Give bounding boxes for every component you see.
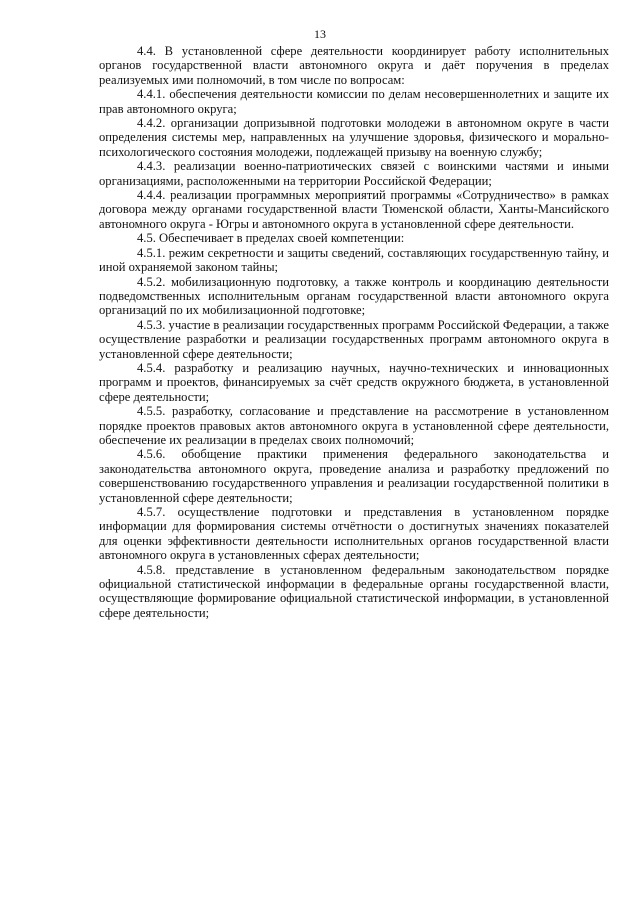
paragraph-4-5-1: 4.5.1. режим секретности и защиты сведений, составляющих государственную тайну, и иной охраняемой законом тайны; [99,245,609,275]
paragraph-4-5: 4.5. Обеспечивает в пределах своей компетенции: [137,231,405,246]
paragraph-4-5-2: 4.5.2. мобилизационную подготовку, а также контроль и координацию деятельности подведомственных исполнительным органам государственной власти автономного округа организаций по их мобилизационной подготовке; [99,274,609,318]
paragraph-4-4: 4.4. В установленной сфере деятельности координирует работу исполнительных органов государственной власти автономного округа и даёт поручения в пределах реализуемых ими полномочий, в том числе по вопросам: [99,44,609,87]
document-body [99,44,609,620]
paragraph-4-4-4: 4.4.4. реализации программных мероприятий программы «Сотрудничество» в рамках договора между органами государственной власти Тюменской области, Ханты-Мансийского автономного округа - Югры и автономного округа в установленной сфере деятельности. [99,188,609,231]
paragraph-4-5-4: 4.5.4. разработку и реализацию научных, научно-технических и инновационных программ и проектов, финансируемых за счёт средств окружного бюджета, в установленной сфере деятельности; [99,360,609,404]
paragraph-4-5-8: 4.5.8. представление в установленном федеральным законодательством порядке официальной статистической информации в федеральные органы государственной власти, осуществляющие формирование официальной статистической информации, в установленной сфере деятельности; [99,562,609,620]
paragraph-4-5-6: 4.5.6. обобщение практики применения федерального законодательства и законодательства автономного округа, проведение анализа и разработку предложений по совершенствованию государственного управления и реализации государственной политики в установленной сфере деятельности; [99,447,609,505]
paragraph-4-5-7: 4.5.7. осуществление подготовки и представления в установленном порядке информации для формирования системы отчётности о достигнутых значениях показателей для оценки эффективности деятельности исполнительных органов государственной власти автономного округа в установленных сферах деятельности; [99,505,609,563]
paragraph-4-5-3: 4.5.3. участие в реализации государственных программ Российской Федерации, а также осуществление разработки и реализации государственных программ автономного округа в установленной сфере деятельности; [99,317,609,361]
paragraph-4-5-5: 4.5.5. разработку, согласование и представление на рассмотрение в установленном порядке проектов правовых актов автономного округа в установленной сфере деятельности, обеспечение их реализации в пределах своих полномочий; [99,404,609,447]
paragraph-4-4-3: 4.4.3. реализации военно-патриотических связей с воинскими частями и иными организациями, расположенными на территории Российской Федерации; [99,159,609,188]
paragraph-4-4-2: 4.4.2. организации допризывной подготовки молодежи в автономном округе в части определения системы мер, направленных на улучшение здоровья, физического и морально-психологического состояния молодежи, подлежащей призыву на военную службу; [99,116,609,159]
page-number: 13 [314,27,326,41]
paragraph-4-4-1: 4.4.1. обеспечения деятельности комиссии по делам несовершеннолетних и защите их прав автономного округа; [99,87,609,116]
